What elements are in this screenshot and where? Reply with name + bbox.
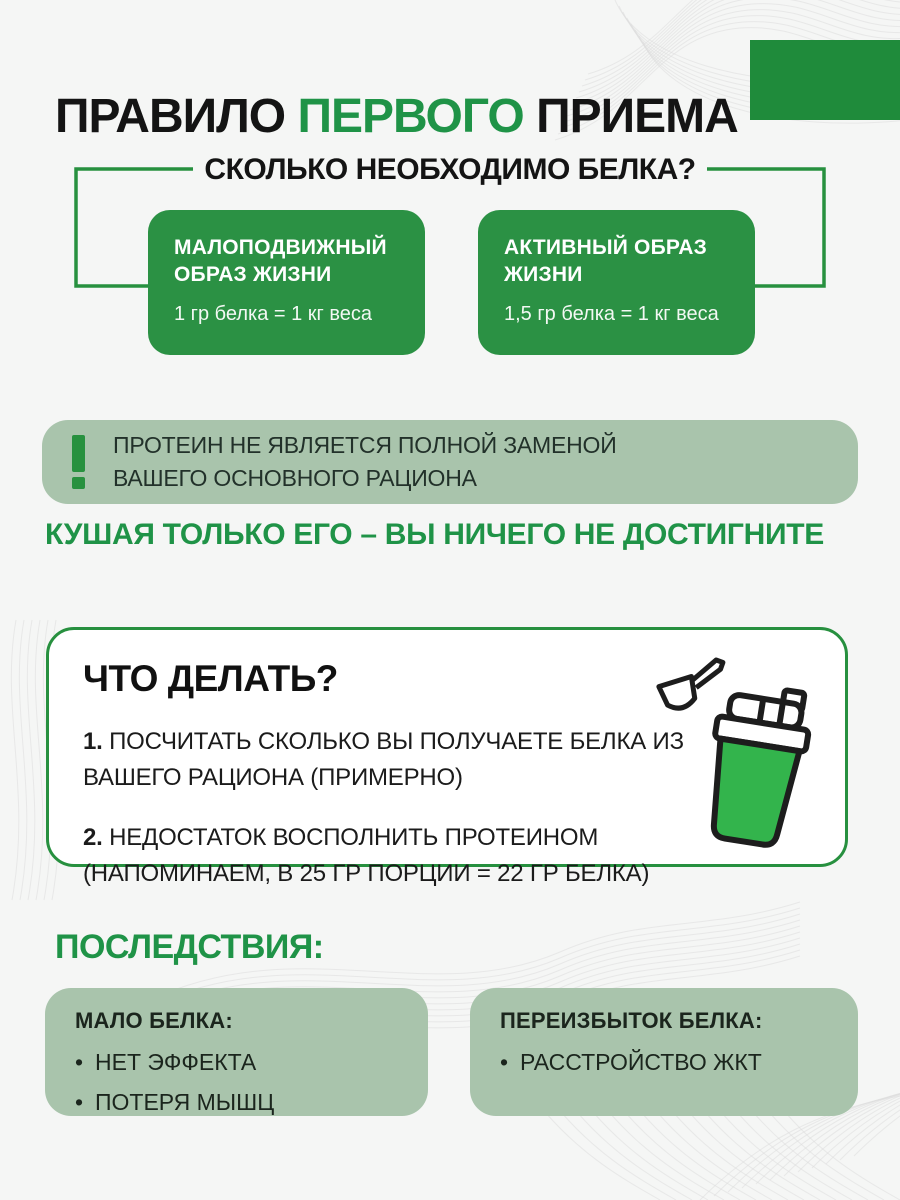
protein-card-formula: 1,5 гр белка = 1 кг веса: [504, 302, 719, 325]
protein-card-formula: 1 гр белка = 1 кг веса: [174, 302, 373, 325]
protein-section-heading: СКОЛЬКО НЕОБХОДИМО БЕЛКА?: [204, 153, 696, 186]
consequence-list: [500, 1042, 828, 1082]
exclamation-dot: [72, 477, 85, 489]
step-1: [83, 724, 693, 796]
step-1-number: 1.: [83, 728, 103, 755]
step-1-text: ПОСЧИТАТЬ СКОЛЬКО ВЫ ПОЛУЧАЕТЕ БЕЛКА ИЗ ВАШЕГО РАЦИОНА (ПРИМЕРНО): [83, 728, 684, 791]
protein-card-title: АКТИВНЫЙ ОБРАЗ ЖИЗНИ: [504, 236, 707, 287]
consequence-card-low-protein: [45, 988, 428, 1116]
slogan-text: КУШАЯ ТОЛЬКО ЕГО – ВЫ НИЧЕГО НЕ ДОСТИГНИТЕ: [45, 518, 824, 551]
protein-card-sedentary: [148, 210, 425, 355]
consequence-card-title: МАЛО БЕЛКА:: [75, 1008, 233, 1033]
page-title: [55, 92, 738, 142]
warning-text: [113, 429, 617, 496]
warning-banner: [42, 420, 858, 504]
title-accent: ПЕРВОГО: [297, 90, 524, 144]
consequence-item: • РАССТРОЙСТВО ЖКТ: [500, 1042, 828, 1082]
title-part2: ПРИЕМА: [536, 90, 738, 144]
warning-line1: ПРОТЕИН НЕ ЯВЛЯЕТСЯ ПОЛНОЙ ЗАМЕНОЙ: [113, 431, 617, 458]
corner-accent-square: [750, 40, 900, 120]
protein-card-title: МАЛОПОДВИЖНЫЙ ОБРАЗ ЖИЗНИ: [174, 236, 387, 287]
title-part1: ПРАВИЛО: [55, 90, 286, 144]
step-2-text: НЕДОСТАТОК ВОСПОЛНИТЬ ПРОТЕИНОМ (НАПОМИНАЕМ, В 25 ГР ПОРЦИИ = 22 ГР БЕЛКА): [83, 824, 650, 887]
scoop-icon: [656, 659, 731, 712]
consequences-heading: ПОСЛЕДСТВИЯ:: [55, 928, 324, 966]
step-2-number: 2.: [83, 824, 103, 851]
exclamation-bar: [72, 435, 85, 472]
consequence-item: • ПОТЕРЯ МЫШЦ: [75, 1082, 398, 1122]
consequence-card-excess-protein: [470, 988, 858, 1116]
exclamation-icon: [72, 435, 85, 489]
what-to-do-box: [46, 627, 848, 887]
what-to-do-heading: ЧТО ДЕЛАТЬ?: [83, 658, 338, 699]
consequence-card-title: ПЕРЕИЗБЫТОК БЕЛКА:: [500, 1008, 763, 1033]
consequence-item: • НЕТ ЭФФЕКТА: [75, 1042, 398, 1082]
what-to-do-steps: [83, 724, 693, 892]
consequence-list: [75, 1042, 398, 1123]
protein-shaker-icon: [647, 646, 827, 858]
step-2: [83, 820, 693, 892]
protein-card-active: [478, 210, 755, 355]
warning-line2: ВАШЕГО ОСНОВНОГО РАЦИОНА: [113, 465, 477, 491]
